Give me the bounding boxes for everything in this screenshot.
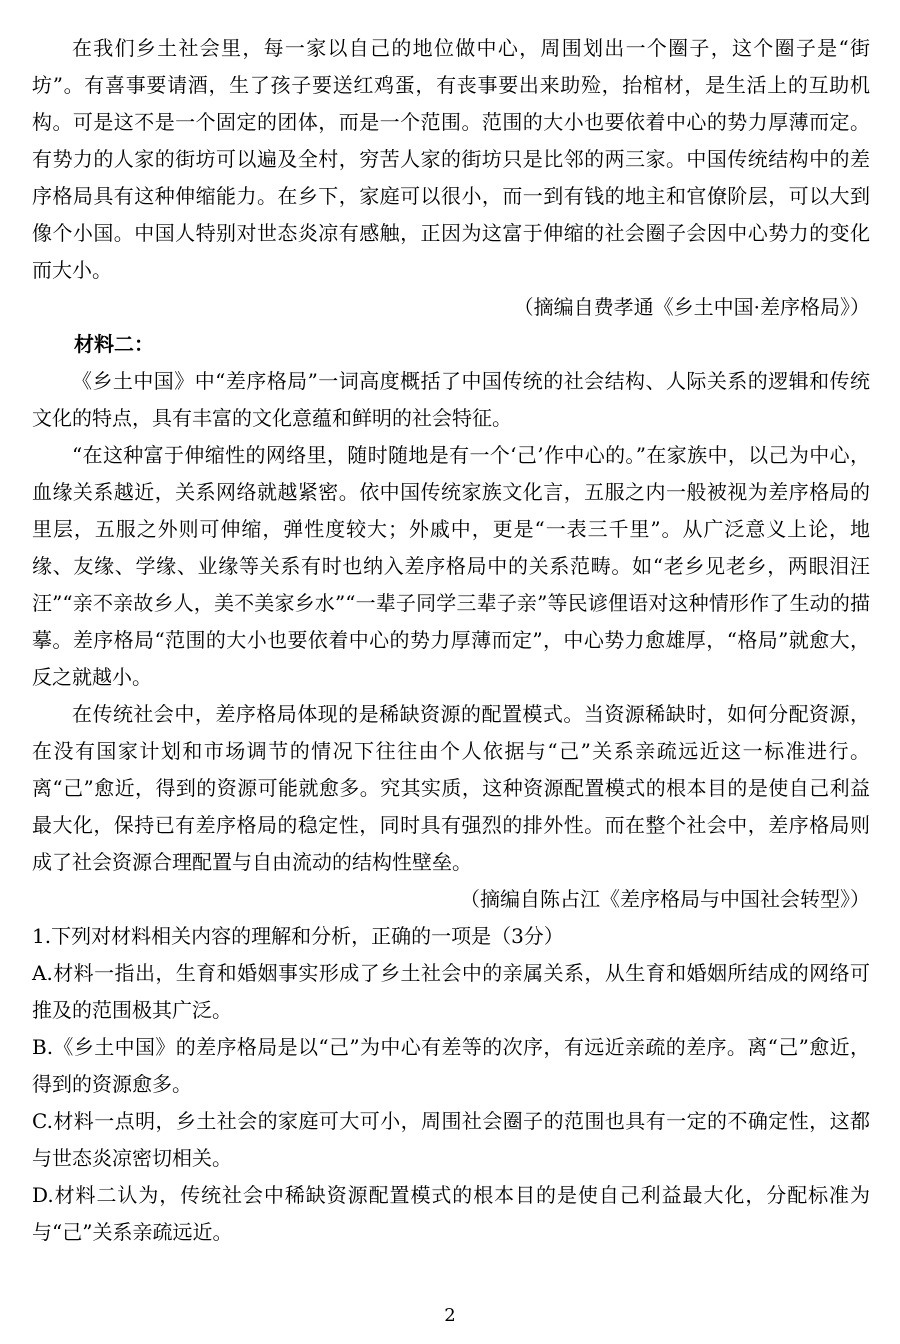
question-stem: 1.下列对材料相关内容的理解和分析，正确的一项是（3分）	[32, 924, 564, 948]
material-two-heading: 材料二：	[74, 332, 154, 356]
material-one-paragraph: 在我们乡土社会里，每一家以自己的地位做中心，周围划出一个圈子，这个圈子是“街坊”。有喜事要请酒，生了孩子要送红鸡蛋，有丧事要出来助殓，抬棺材，是生活上的互助机构。可是这不是一个固定的团体，而是一个范围。范围的大小也要依着中心的势力厚薄而定。有势力的人家的街坊可以遍及全村，穷苦人家的街坊只是比邻的两三家。中国传统结构中的差序格局具有这种伸缩能力。在乡下，家庭可以很小，而一到有钱的地主和官僚阶层，可以大到像个小国。中国人特别对世态炎凉有感触，正因为这富于伸缩的社会圈子会因中心势力的变化而大小。	[32, 36, 870, 282]
option-b: B.《乡土中国》的差序格局是以“己”为中心有差等的次序，有远近亲疏的差序。离“己”愈近，得到的资源愈多。	[32, 1035, 870, 1096]
material-two-paragraph-3: 在传统社会中，差序格局体现的是稀缺资源的配置模式。当资源稀缺时，如何分配资源，在没有国家计划和市场调节的情况下往往由个人依据与“己”关系亲疏远近这一标准进行。离“己”愈近，得到的资源可能就愈多。究其实质，这种资源配置模式的根本目的是使自己利益最大化，保持已有差序格局的稳定性，同时具有强烈的排外性。而在整个社会中，差序格局则成了社会资源合理配置与自由流动的结构性壁垒。	[32, 702, 870, 874]
document-page	[32, 30, 870, 1251]
material-two-paragraph-1: 《乡土中国》中“差序格局”一词高度概括了中国传统的社会结构、人际关系的逻辑和传统文化的特点，具有丰富的文化意蕴和鲜明的社会特征。	[32, 369, 870, 430]
option-d: D.材料二认为，传统社会中稀缺资源配置模式的根本目的是使自己利益最大化，分配标准为与“己”关系亲疏远近。	[32, 1183, 870, 1244]
page-number: 2	[444, 1305, 456, 1326]
option-a: A.材料一指出，生育和婚姻事实形成了乡土社会中的亲属关系，从生育和婚姻所结成的网络可推及的范围极其广泛。	[32, 961, 870, 1022]
option-c: C.材料一点明，乡土社会的家庭可大可小，周围社会圈子的范围也具有一定的不确定性，这都与世态炎凉密切相关。	[32, 1109, 870, 1170]
material-two-paragraph-2: “在这种富于伸缩性的网络里，随时随地是有一个‘己’作中心的。”在家族中，以己为中心，血缘关系越近，关系网络就越紧密。依中国传统家族文化言，五服之内一般被视为差序格局的里层，五服之外则可伸缩，弹性度较大；外戚中，更是“一表三千里”。从广泛意义上论，地缘、友缘、学缘、业缘等关系有时也纳入差序格局中的关系范畴。如“老乡见老乡，两眼泪汪汪”“亲不亲故乡人，美不美家乡水”“一辈子同学三辈子亲”等民谚俚语对这种情形作了生动的描摹。差序格局“范围的大小也要依着中心的势力厚薄而定”，中心势力愈雄厚，“格局”就愈大，反之就越小。	[32, 443, 870, 689]
material-one-source: （摘编自费孝通《乡土中国·差序格局》）	[513, 295, 870, 319]
material-two-source: （摘编自陈占江《差序格局与中国社会转型》）	[460, 887, 870, 911]
